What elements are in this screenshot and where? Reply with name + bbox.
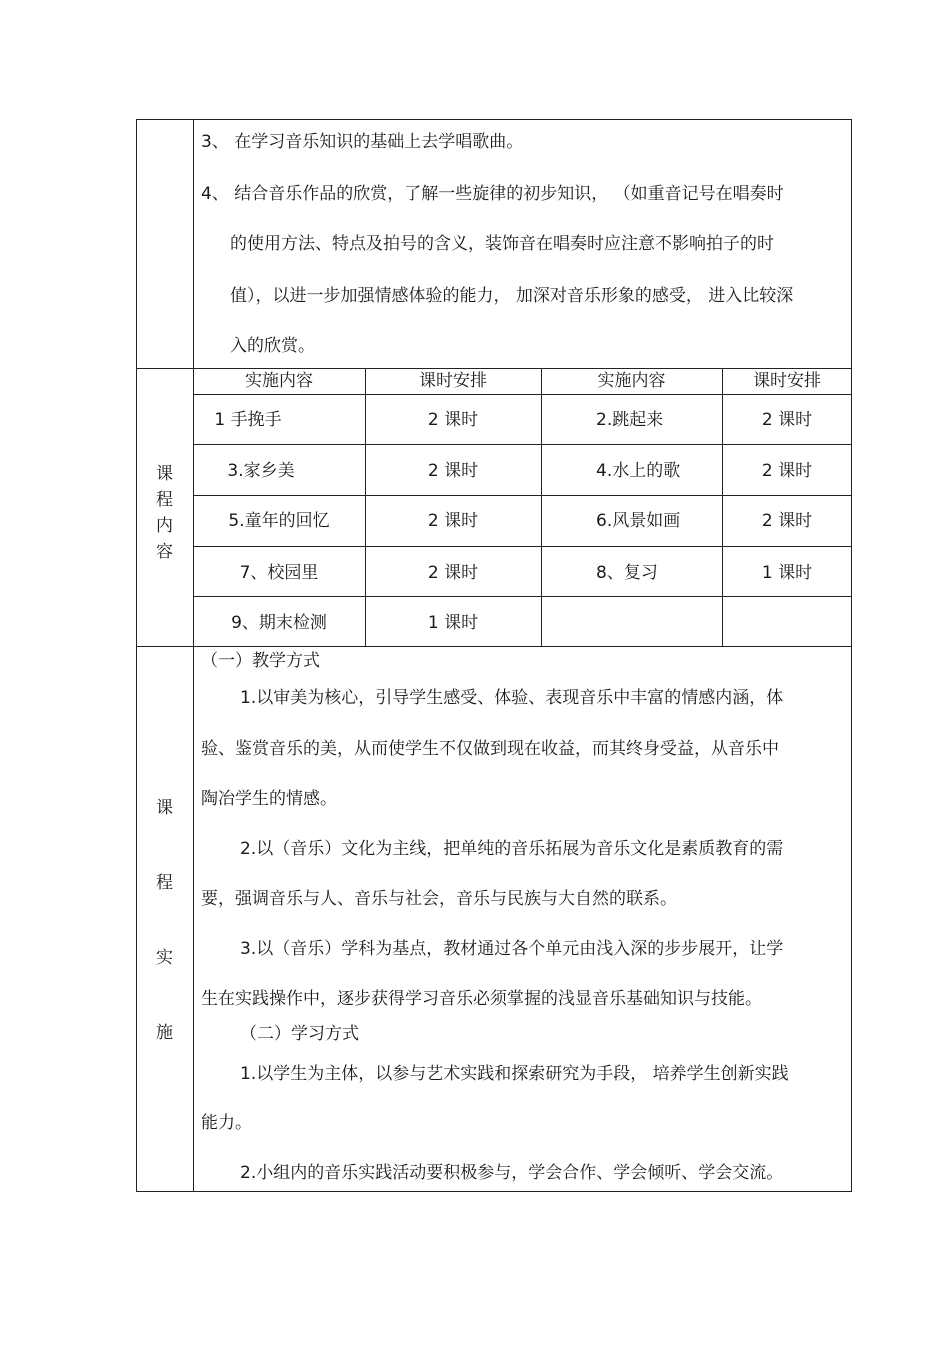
objective-line: 3、 在学习音乐知识的基础上去学唱歌曲。: [201, 132, 524, 152]
lesson-name: 7、校园里: [239, 563, 319, 583]
lesson-hours: 2 课时: [427, 511, 479, 531]
objective-line: 入的欣赏。: [230, 336, 315, 356]
section-divider-2: [136, 646, 852, 647]
row-divider: [193, 546, 852, 547]
lesson-hours: 2 课时: [761, 511, 813, 531]
objective-line: 的使用方法、特点及拍号的含义，装饰音在唱奏时应注意不影响拍子的时: [230, 234, 774, 254]
lesson-hours: 2 课时: [761, 410, 813, 430]
row-divider: [193, 444, 852, 445]
paragraph-line: 2.小组内的音乐实践活动要积极参与，学会合作、学会倾听、学会交流。: [240, 1163, 784, 1183]
lesson-name: 8、复习: [596, 563, 658, 583]
lesson-name: 2.跳起来: [596, 410, 664, 430]
table-header: 实施内容: [597, 371, 666, 391]
paragraph-line: 生在实践操作中，逐步获得学习音乐必须掌握的浅显音乐基础知识与技能。: [201, 989, 762, 1009]
course-implementation-label: 课 程 实 施: [156, 798, 173, 1043]
lesson-name: 1 手挽手: [214, 410, 282, 430]
table-header: 课时安排: [419, 371, 487, 391]
row-divider: [193, 495, 852, 496]
lesson-name: 6.风景如画: [596, 511, 681, 531]
section-divider-1: [136, 368, 852, 369]
subheading: （二）学习方式: [240, 1024, 359, 1044]
lesson-hours: 2 课时: [427, 563, 479, 583]
paragraph-line: 陶冶学生的情感。: [201, 789, 337, 809]
paragraph-line: 1.以审美为核心，引导学生感受、体验、表现音乐中丰富的情感内涵，体: [240, 688, 784, 708]
table-header: 实施内容: [245, 371, 313, 391]
paragraph-line: 验、鉴赏音乐的美，从而使学生不仅做到现在收益，而其终身受益，从音乐中: [201, 739, 779, 759]
lesson-name: 9、期末检测: [231, 613, 327, 633]
objective-line: 4、 结合音乐作品的欣赏，了解一些旋律的初步知识， （如重音记号在唱奏时: [201, 184, 784, 204]
subheading: （一）教学方式: [201, 651, 320, 671]
lesson-hours: 2 课时: [427, 410, 479, 430]
row-divider: [193, 596, 852, 597]
row-divider: [193, 394, 852, 395]
lesson-hours: 1 课时: [761, 563, 813, 583]
objective-line: 值），以进一步加强情感体验的能力， 加深对音乐形象的感受， 进入比较深: [230, 286, 794, 306]
paragraph-line: 1.以学生为主体，以参与艺术实践和探索研究为手段， 培养学生创新实践: [240, 1064, 789, 1084]
label-column-divider: [193, 119, 194, 1192]
lesson-name: 3.家乡美: [227, 461, 295, 481]
course-content-label: 课 程 内 容: [156, 464, 173, 562]
lesson-hours: 2 课时: [427, 461, 479, 481]
table-header: 课时安排: [753, 371, 821, 391]
paragraph-line: 3.以（音乐）学科为基点，教材通过各个单元由浅入深的步步展开，让学: [240, 939, 784, 959]
paragraph-line: 要，强调音乐与人、音乐与社会，音乐与民族与大自然的联系。: [201, 889, 677, 909]
paragraph-line: 2.以（音乐）文化为主线，把单纯的音乐拓展为音乐文化是素质教育的需: [240, 839, 784, 859]
lesson-hours: 2 课时: [761, 461, 813, 481]
paragraph-line: 能力。: [201, 1113, 252, 1133]
lesson-hours: 1 课时: [427, 613, 479, 633]
lesson-name: 5.童年的回忆: [228, 511, 330, 531]
lesson-name: 4.水上的歌: [596, 461, 681, 481]
